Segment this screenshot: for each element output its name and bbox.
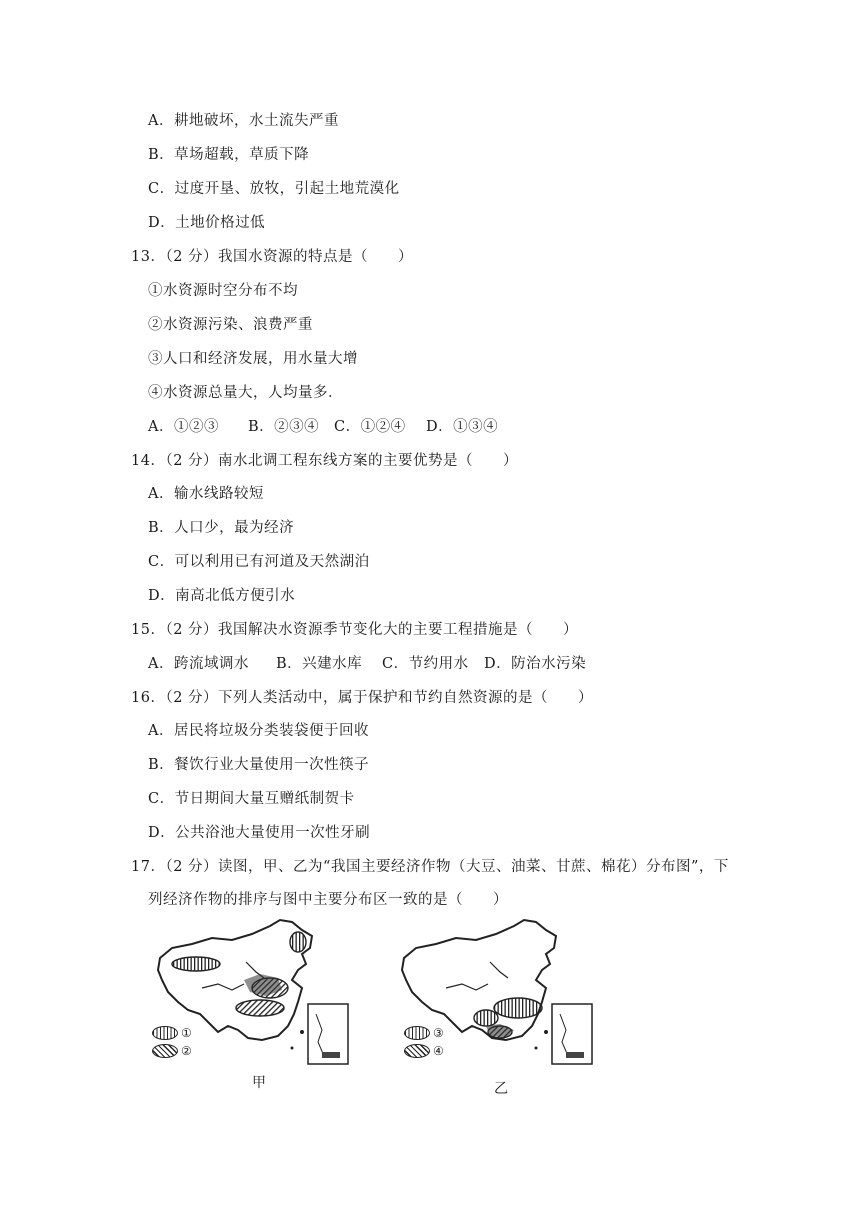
q13-item-3: ③人口和经济发展，用水量大增 (148, 351, 358, 367)
legend-jia-2 (152, 1044, 192, 1058)
q13-item-4: ④水资源总量大，人均量多． (148, 385, 343, 401)
q15-stem: 15．（2 分）我国解决水资源季节变化大的主要工程措施是（ ） (131, 622, 579, 638)
q13-stem: 13．（2 分）我国水资源的特点是（ ） (131, 249, 414, 265)
q16-option-a: A．居民将垃圾分类装袋便于回收 (148, 723, 369, 739)
q12-option-a: A．耕地破坏，水土流失严重 (148, 113, 339, 129)
legend-yi-4-label: ④ (433, 1044, 444, 1058)
vertical-stripe-swatch (152, 1026, 178, 1040)
q13-option-b: B．②③④ (248, 419, 320, 435)
q12-option-d: D．土地价格过低 (148, 215, 266, 231)
legend-jia-1 (152, 1026, 192, 1040)
figure-yi-caption: 乙 (494, 1081, 508, 1097)
figure-jia-caption: 甲 (252, 1075, 266, 1091)
q13-option-d: D．①③④ (426, 419, 499, 435)
q15-option-a: A．跨流域调水 (148, 656, 249, 672)
legend-yi-4 (404, 1044, 444, 1058)
q13-item-2: ②水资源污染、浪费严重 (148, 317, 313, 333)
figure-yi (396, 918, 608, 1098)
figure-jia (152, 918, 364, 1098)
legend-yi-3 (404, 1026, 444, 1040)
q13-option-a: A．①②③ (148, 419, 219, 435)
q13-option-c: C．①②④ (334, 419, 406, 435)
diagonal-stripe-swatch (404, 1044, 430, 1058)
q13-options (148, 417, 498, 437)
legend-jia-2-label: ② (181, 1044, 192, 1058)
q12-option-b: B．草场超载，草质下降 (148, 147, 310, 163)
diagonal-stripe-swatch (152, 1044, 178, 1058)
q13-item-1: ①水资源时空分布不均 (148, 283, 298, 299)
q15-options (148, 654, 586, 674)
q16-option-d: D．公共浴池大量使用一次性牙刷 (148, 825, 371, 841)
q14-stem: 14．（2 分）南水北调工程东线方案的主要优势是（ ） (131, 453, 519, 469)
q15-option-c: C．节约用水 (382, 656, 469, 672)
q15-option-b: B．兴建水库 (276, 656, 363, 672)
q16-stem: 16．（2 分）下列人类活动中，属于保护和节约自然资源的是（ ） (131, 690, 594, 706)
q17-stem-line2: 列经济作物的排序与图中主要分布区一致的是（ ） (148, 892, 508, 908)
q12-option-c: C．过度开垦、放牧，引起土地荒漠化 (148, 181, 400, 197)
q14-option-a: A．输水线路较短 (148, 486, 264, 502)
legend-yi-3-label: ③ (433, 1026, 444, 1040)
legend-jia-1-label: ① (181, 1026, 192, 1040)
vertical-stripe-swatch (404, 1026, 430, 1040)
q14-option-c: C．可以利用已有河道及天然湖泊 (148, 554, 370, 570)
q14-option-d: D．南高北低方便引水 (148, 588, 296, 604)
q16-option-c: C．节日期间大量互赠纸制贺卡 (148, 791, 355, 807)
q17-stem-line1: 17．（2 分）读图，甲、乙为“我国主要经济作物（大豆、油菜、甘蔗、棉花）分布图”，下 (131, 859, 729, 875)
q15-option-d: D．防治水污染 (484, 656, 587, 672)
q14-option-b: B．人口少，最为经济 (148, 520, 295, 536)
q16-option-b: B．餐饮行业大量使用一次性筷子 (148, 757, 370, 773)
